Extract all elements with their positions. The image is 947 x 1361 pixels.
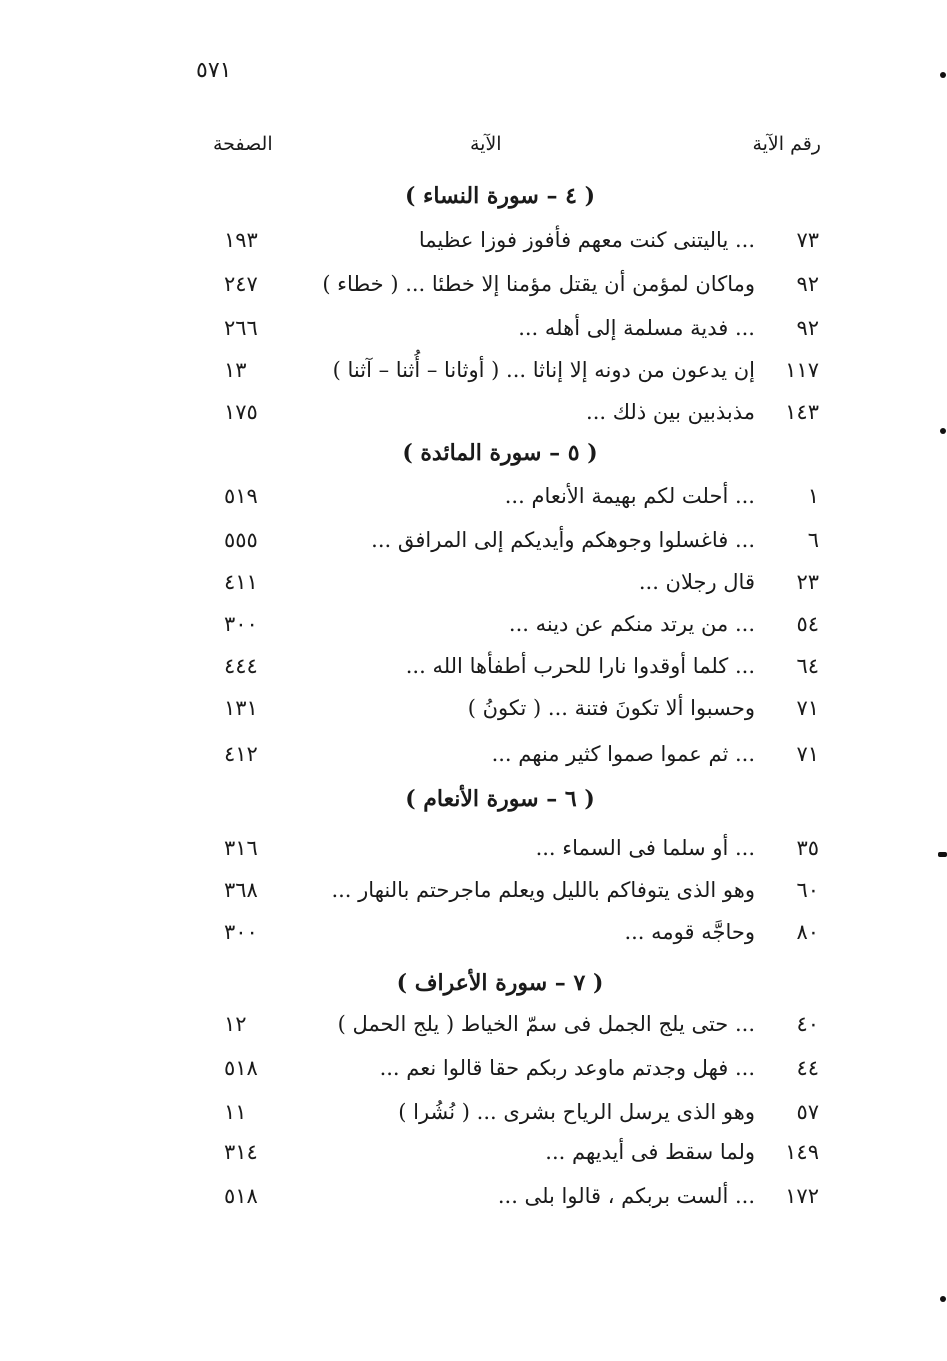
index-row (0, 878, 947, 918)
verse-number: ٧١ (796, 742, 819, 766)
page-reference: ٣١٤ (224, 1140, 258, 1164)
page-reference: ١٩٣ (224, 228, 258, 252)
verse-text: إن يدعون من دونه إلا إناثا ... ( أوثانا – أُثنا – آثنا ) (332, 358, 755, 382)
verse-text: ... فاغسلوا وجوهكم وأيديكم إلى المرافق ... (371, 528, 755, 552)
scan-mark (938, 852, 947, 857)
page-reference: ٥٥٥ (224, 528, 258, 552)
index-row (0, 742, 947, 782)
page-reference: ١٧٥ (224, 400, 258, 424)
verse-number: ٩٢ (796, 316, 819, 340)
verse-number: ٢٣ (796, 570, 819, 594)
verse-text: ... ألست بربكم ، قالوا بلى ... (497, 1184, 755, 1208)
page-reference: ٢٦٦ (224, 316, 258, 340)
verse-text: ... فدية مسلمة إلى أهله ... (518, 316, 755, 340)
index-row (0, 272, 947, 312)
page-reference: ٤٤٤ (224, 654, 258, 678)
verse-number: ٩٢ (796, 272, 819, 296)
verse-number: ٥٧ (796, 1100, 819, 1124)
index-row (0, 920, 947, 960)
verse-number: ٦٠ (796, 878, 819, 902)
verse-number: ١١٧ (785, 358, 819, 382)
scan-mark (940, 72, 946, 78)
verse-number: ٨٠ (796, 920, 819, 944)
verse-text: وماكان لمؤمن أن يقتل مؤمنا إلا خطئا ... ( خطاء ) (322, 272, 755, 296)
page-reference: ٣٠٠ (224, 612, 258, 636)
verse-number: ١ (807, 484, 819, 508)
index-row (0, 528, 947, 568)
index-row (0, 484, 947, 524)
verse-text: وحسبوا ألا تكونَ فتنة ... ( تكونُ ) (467, 696, 755, 720)
verse-text: قال رجلان ... (638, 570, 755, 594)
verse-number: ٤٤ (796, 1056, 819, 1080)
page-reference: ٤١١ (224, 570, 258, 594)
page-reference: ٥١٩ (224, 484, 258, 508)
verse-number: ٧٣ (796, 228, 819, 252)
page-number: ٥٧١ (196, 58, 232, 83)
index-row (0, 316, 947, 356)
verse-text: ... فهل وجدتم ماوعد ربكم حقا قالوا نعم ... (379, 1056, 755, 1080)
verse-number: ٦ (807, 528, 819, 552)
index-row (0, 228, 947, 268)
verse-number: ٣٥ (796, 836, 819, 860)
verse-text: مذبذبين بين ذلك ... (586, 400, 755, 424)
page-reference: ٥١٨ (224, 1056, 258, 1080)
surah-heading: ( ٧ – سورة الأعراف ) (396, 970, 604, 996)
index-row (0, 654, 947, 694)
verse-number: ١٤٩ (785, 1140, 819, 1164)
verse-text: ... حتى يلج الجمل فى سمّ الخياط ( يلج الحمل ) (337, 1012, 755, 1036)
page-reference: ٣٠٠ (224, 920, 258, 944)
index-row (0, 1184, 947, 1224)
scan-mark (940, 1296, 946, 1302)
surah-heading: ( ٤ – سورة النساء ) (404, 183, 596, 209)
page-reference: ١٣ (224, 358, 247, 382)
verse-text: ... أحلت لكم بهيمة الأنعام ... (504, 484, 755, 508)
page-reference: ٣٦٨ (224, 878, 258, 902)
index-row (0, 1012, 947, 1052)
verse-number: ٦٤ (796, 654, 819, 678)
page-reference: ١٣١ (224, 696, 258, 720)
surah-heading: ( ٥ – سورة المائدة ) (402, 440, 598, 466)
verse-text: ... كلما أوقدوا نارا للحرب أطفأها الله ... (405, 654, 755, 678)
index-row (0, 1056, 947, 1096)
index-row (0, 1140, 947, 1180)
verse-number: ١٧٢ (785, 1184, 819, 1208)
column-header-verse: الآية (470, 133, 502, 155)
page-reference: ١٢ (224, 1012, 247, 1036)
verse-number: ٥٤ (796, 612, 819, 636)
verse-text: وهو الذى يرسل الرياح بشرى ... ( نُشُرا ) (398, 1100, 755, 1124)
verse-text: ولما سقط فى أيديهم ... (545, 1140, 755, 1164)
page-reference: ٣١٦ (224, 836, 258, 860)
page-reference: ٥١٨ (224, 1184, 258, 1208)
verse-text: ... من يرتد منكم عن دينه ... (508, 612, 755, 636)
verse-text: ... ثم عموا صموا كثير منهم ... (491, 742, 755, 766)
page-reference: ١١ (224, 1100, 247, 1124)
verse-text: وهو الذى يتوفاكم بالليل ويعلم ماجرحتم بالنهار ... (331, 878, 755, 902)
verse-number: ١٤٣ (785, 400, 819, 424)
index-row (0, 836, 947, 876)
surah-heading: ( ٦ – سورة الأنعام ) (405, 786, 595, 812)
verse-number: ٧١ (796, 696, 819, 720)
verse-number: ٤٠ (796, 1012, 819, 1036)
verse-text: وحاجَّه قومه ... (624, 920, 755, 944)
index-row (0, 696, 947, 736)
verse-text: ... أو سلما فى السماء ... (535, 836, 755, 860)
column-header-page: الصفحة (213, 133, 273, 155)
page-reference: ٢٤٧ (224, 272, 258, 296)
column-header-verse-number: رقم الآية (752, 133, 821, 155)
index-row (0, 400, 947, 440)
index-row (0, 1100, 947, 1140)
index-row (0, 612, 947, 652)
index-row (0, 358, 947, 398)
index-row (0, 570, 947, 610)
scan-mark (940, 428, 946, 434)
verse-text: ... ياليتنى كنت معهم فأفوز فوزا عظيما (418, 228, 755, 252)
page-reference: ٤١٢ (224, 742, 258, 766)
